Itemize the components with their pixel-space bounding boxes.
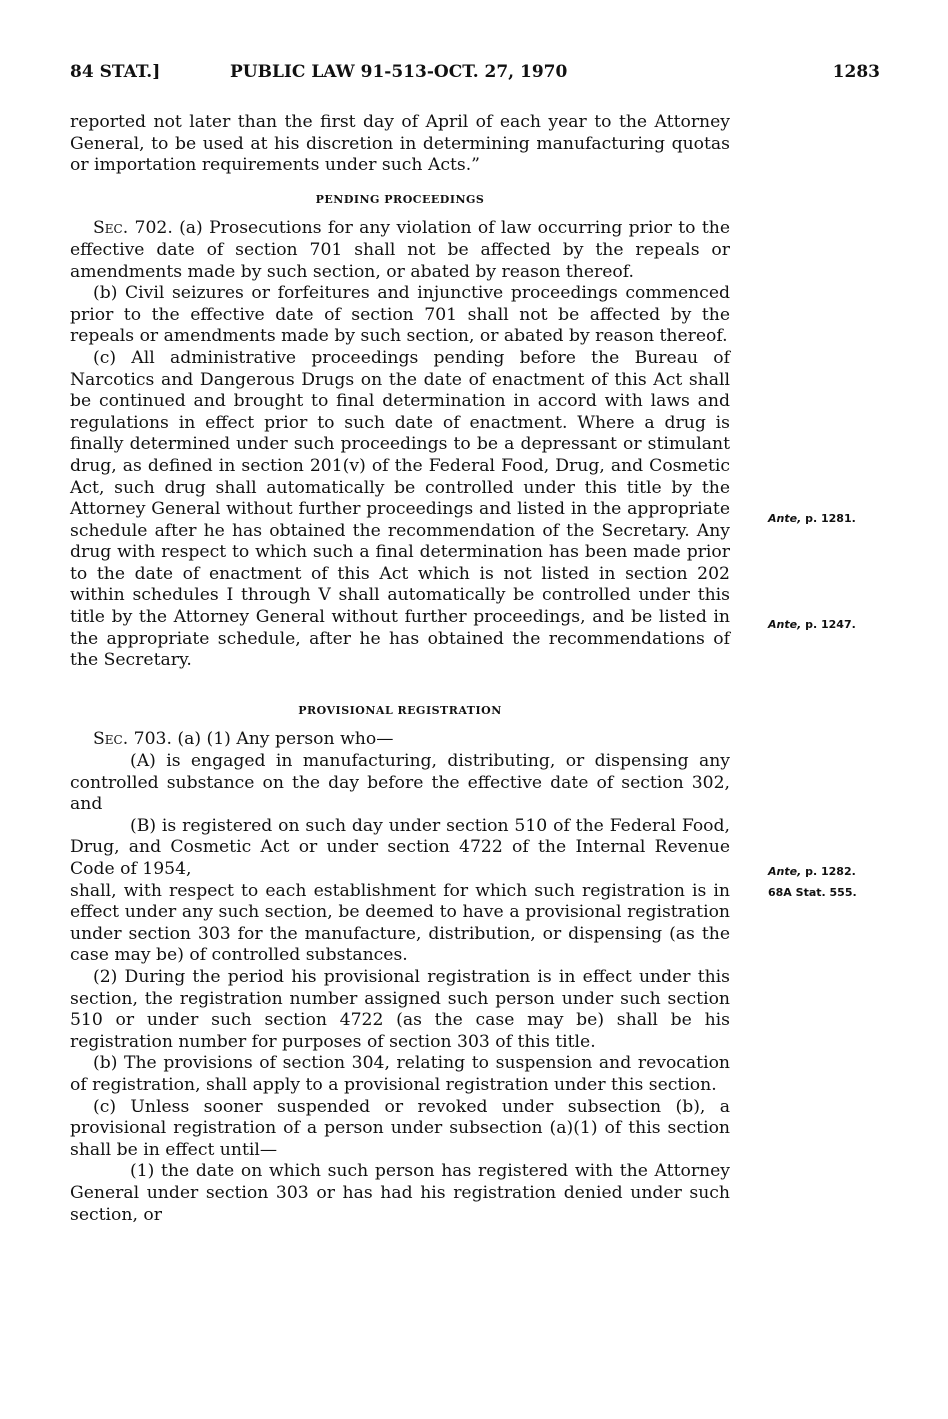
body-text <box>70 112 730 1226</box>
paragraph-sec-703-c: (c) Unless sooner suspended or revoked under subsection (b), a provisional registration of a person under subsection (a)(1) of this section shall be in effect until— <box>70 1096 730 1160</box>
margin-note: 68A Stat. 555. <box>768 886 857 899</box>
paragraph-sec-703-c-1: (1) the date on which such person has registered with the Attorney General under section 303 or has had his registration denied under such section, or <box>70 1161 730 1225</box>
paragraph-sec-702-b: (b) Civil seizures or forfeitures and injunctive proceedings commenced prior to the effective date of section 701 shall not be affected by the repeals or amendments made by such section, or abated by reason thereof. <box>70 283 730 347</box>
paragraph-text: 702. (a) Prosecutions for any violation of law occurring prior to the effective date of section 701 shall not be affected by the repeals or amendments made by such section, or abated by reason thereof. <box>70 218 730 282</box>
paragraph-clause-b: (B) is registered on such day under section 510 of the Federal Food, Drug, and Cosmetic Act or under section 4722 of the Internal Revenue Code of 1954, <box>70 815 730 879</box>
paragraph-text: 703. (a) (1) Any person who— <box>133 729 394 750</box>
margin-note: Ante, p. 1282. <box>768 865 856 878</box>
paragraph-sec-702-a <box>70 218 730 283</box>
margin-note: Ante, p. 1281. <box>768 512 856 525</box>
paragraph-sec-702-c: (c) All administrative proceedings pending before the Bureau of Narcotics and Dangerous Drugs on the date of enactment of this Act shall be continued and brought to final determination in accord with laws and regulations in effect prior to such date of enactment. Where a drug is finally determined under such proceedings to be a depressant or stimulant drug, as defined in section 201(v) of the Federal Food, Drug, and Cosmetic Act, such drug shall automatically be controlled under this title by the Attorney General without further proceedings and listed in the appropriate schedule after he has obtained the recommendation of the Secretary. Any drug with respect to which such a final determination has been made prior to the date of enactment of this Act which is not listed in section 202 within schedules I through V shall automatically be controlled under this title by the Attorney General without further proceedings, and be listed in the appropriate schedule, after he has obtained the recommendations of the Secretary. <box>70 347 730 671</box>
paragraph-shall: shall, with respect to each establishment for which such registration is in effect under any such section, be deemed to have a provisional registration under section 303 for the manufacture, distribution, or dispensing (as the case may be) of controlled substances. <box>70 880 730 966</box>
margin-note: Ante, p. 1247. <box>768 618 856 631</box>
running-title: PUBLIC LAW 91-513-OCT. 27, 1970 <box>230 62 568 82</box>
paragraph-sec-703-b: (b) The provisions of section 304, relating to suspension and revocation of registration, shall apply to a provisional registration under this section. <box>70 1053 730 1095</box>
section-heading-provisional-registration: PROVISIONAL REGISTRATION <box>298 703 502 717</box>
sec-label: Sec. <box>93 729 129 750</box>
paragraph-sec-703-a-2: (2) During the period his provisional registration is in effect under this section, the registration number assigned such person under such section 510 or under such section 4722 (as the case may be) shall be his registration number for purposes of section 303 of this title. <box>70 966 730 1052</box>
section-heading-pending-proceedings: PENDING PROCEEDINGS <box>315 192 485 206</box>
sec-label: Sec. <box>93 218 129 239</box>
page-number: 1283 <box>832 62 880 82</box>
page-header <box>70 62 880 92</box>
paragraph-continuation: reported not later than the first day of April of each year to the Attorney General, to be used at his discretion in determining manufacturing quotas or importation requirements under such Acts.” <box>70 112 730 176</box>
paragraph-sec-703-a-1 <box>70 729 730 751</box>
paragraph-clause-a: (A) is engaged in manufacturing, distributing, or dispensing any controlled substance on the day before the effective date of section 302, and <box>70 751 730 815</box>
statute-volume: 84 STAT.] <box>70 62 161 82</box>
